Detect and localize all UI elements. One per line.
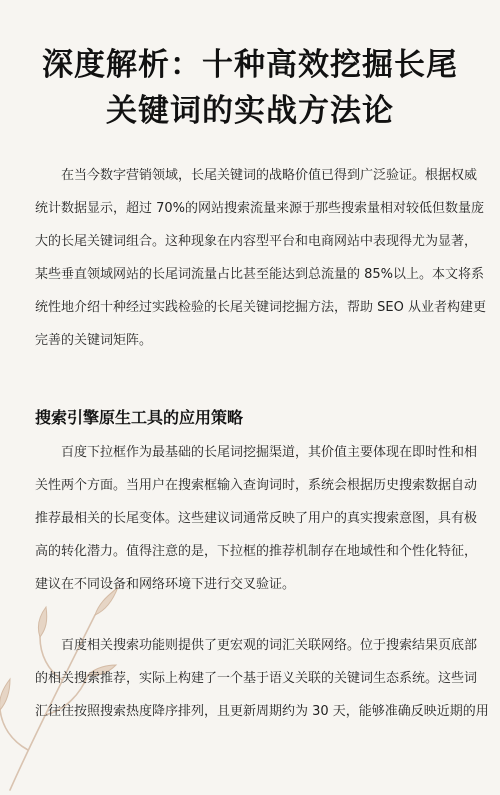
paragraph-line: 建议在不同设备和网络环境下进行交叉验证。	[35, 577, 296, 592]
paragraph-line: 汇往往按照搜索热度降序排列，且更新周期约为 30 天，能够准确反映近期的用	[35, 704, 489, 719]
paragraph-line: 统性地介绍十种经过实践检验的长尾关键词挖掘方法，帮助 SEO 从业者构建更	[35, 300, 486, 315]
section-heading: 搜索引擎原生工具的应用策略	[35, 408, 244, 427]
title-line: 关键词的实战方法论	[106, 93, 394, 129]
paragraph-line: 大的长尾关键词组合。这种现象在内容型平台和电商网站中表现得尤为显著，	[35, 234, 478, 249]
paragraph-line: 的相关搜索推荐，实际上构建了一个基于语义关联的关键词生态系统。这些词	[35, 671, 478, 686]
paragraph-line: 推荐最相关的长尾变体。这些建议词通常反映了用户的真实搜索意图，具有极	[35, 511, 478, 526]
section-paragraph-2	[35, 629, 489, 728]
paragraph-line: 百度相关搜索功能则提供了更宏观的词汇关联网络。位于搜索结果页底部	[61, 638, 478, 653]
intro-paragraph	[35, 159, 486, 357]
paragraph-line: 高的转化潜力。值得注意的是，下拉框的推荐机制存在地域性和个性化特征，	[35, 544, 478, 559]
section-paragraph-1	[35, 436, 478, 601]
paragraph-line: 百度下拉框作为最基础的长尾词挖掘渠道，其价值主要体现在即时性和相	[61, 445, 478, 460]
paragraph-line: 完善的关键词矩阵。	[35, 333, 153, 348]
paragraph-line: 在当今数字营销领域，长尾关键词的战略价值已得到广泛验证。根据权威	[61, 168, 478, 183]
paragraph-line: 某些垂直领域网站的长尾词流量占比甚至能达到总流量的 85%以上。本文将系	[35, 267, 485, 282]
paragraph-line: 统计数据显示，超过 70%的网站搜索流量来源于那些搜索量相对较低但数量庞	[35, 201, 485, 216]
article-title	[0, 42, 500, 134]
title-line: 深度解析：十种高效挖掘长尾	[42, 47, 458, 83]
paragraph-line: 关性两个方面。当用户在搜索框输入查询词时，系统会根据历史搜索数据自动	[35, 478, 478, 493]
